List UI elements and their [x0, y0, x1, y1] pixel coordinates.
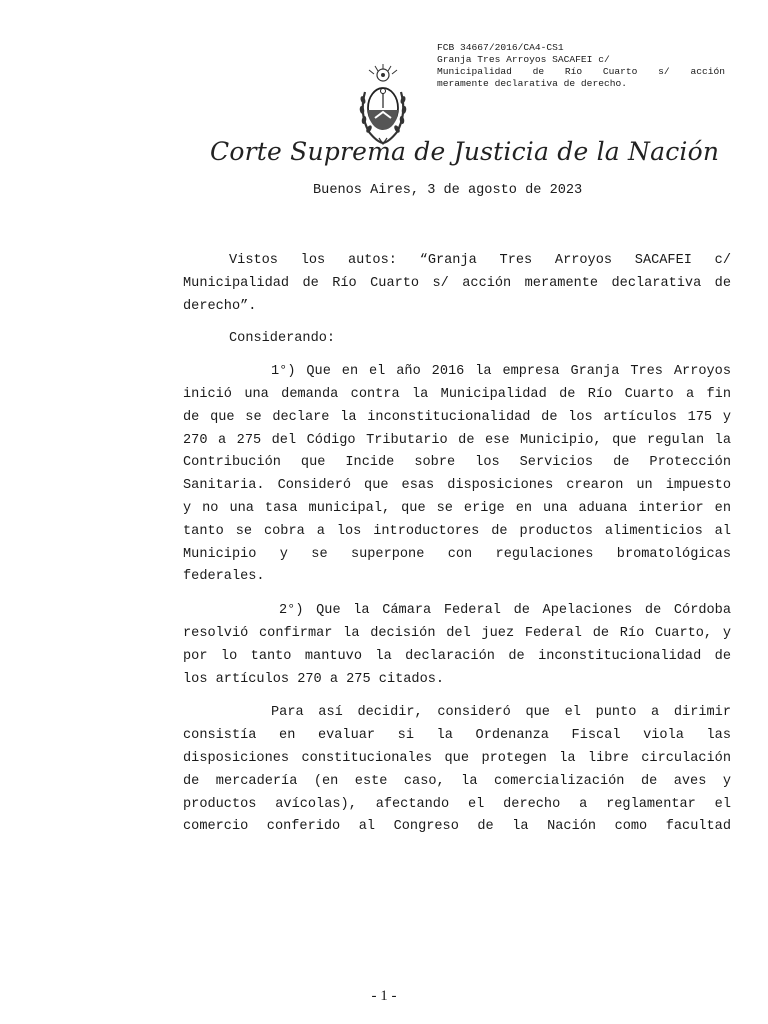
- court-name: Corte Suprema de Justicia de la Nación: [210, 137, 720, 166]
- text-line: Para así decidir, consideró que el punto a dirimir: [271, 705, 731, 721]
- text-line: Sanitaria. Consideró que esas disposiciones crearon un impuesto: [183, 478, 731, 494]
- paragraph-vistos: [183, 250, 731, 318]
- text-line: resolvió confirmar la decisión del juez Federal de Río Cuarto, y: [183, 625, 731, 641]
- text-line: productos avícolas), afectando el derecho a reglamentar el: [183, 796, 731, 812]
- coat-of-arms-icon: [355, 62, 411, 146]
- case-reference: [437, 42, 725, 90]
- text-line: derecho”.: [183, 298, 257, 314]
- case-ref-line: meramente declarativa de derecho.: [437, 78, 627, 89]
- text-line: los artículos 270 a 275 citados.: [183, 671, 445, 687]
- paragraph-3: [183, 702, 731, 839]
- text-line: federales.: [183, 569, 265, 585]
- text-line: y no una tasa municipal, que se erige en una aduana interior en: [183, 500, 731, 516]
- considerando-heading: Considerando:: [229, 331, 336, 347]
- text-line: 2°) Que la Cámara Federal de Apelaciones de Córdoba: [279, 603, 731, 619]
- text-line: de mercadería (en este caso, la comercialización de aves y: [183, 773, 731, 789]
- text-line: inició una demanda contra la Municipalidad de Río Cuarto a fin: [183, 386, 731, 402]
- text-line: tanto se cobra a los introductores de productos alimenticios al: [183, 523, 731, 539]
- text-line: Contribución que Incide sobre los Servicios de Protección: [183, 455, 731, 471]
- text-line: Municipalidad de Río Cuarto s/ acción meramente declarativa de: [183, 275, 731, 291]
- text-line: 1°) Que en el año 2016 la empresa Granja Tres Arroyos: [271, 364, 731, 380]
- document-body: [183, 250, 731, 839]
- text-line: Municipio y se superpone con regulaciones bromatológicas: [183, 546, 731, 562]
- text-line: Vistos los autos: “Granja Tres Arroyos SACAFEI c/: [229, 253, 731, 268]
- paragraph-2: [183, 600, 731, 691]
- text-line: consistía en evaluar si la Ordenanza Fiscal viola las: [183, 728, 731, 744]
- text-line: por lo tanto mantuvo la declaración de inconstitucionalidad de: [183, 648, 731, 664]
- case-ref-line: Granja Tres Arroyos SACAFEI c/: [437, 54, 610, 65]
- case-ref-line: Municipalidad de Río Cuarto s/ acción: [437, 66, 725, 77]
- text-line: disposiciones constitucionales que protegen la libre circulación: [183, 750, 731, 766]
- page-number: - 1 -: [371, 988, 397, 1004]
- text-line: comercio conferido al Congreso de la Nación como facultad: [183, 819, 731, 835]
- date-line: Buenos Aires, 3 de agosto de 2023: [313, 183, 583, 198]
- paragraph-1: [183, 361, 731, 589]
- case-ref-line: FCB 34667/2016/CA4-CS1: [437, 42, 564, 53]
- text-line: 270 a 275 del Código Tributario de ese Municipio, que regulan la: [183, 432, 731, 448]
- text-line: de que se declare la inconstitucionalidad de los artículos 175 y: [183, 409, 731, 425]
